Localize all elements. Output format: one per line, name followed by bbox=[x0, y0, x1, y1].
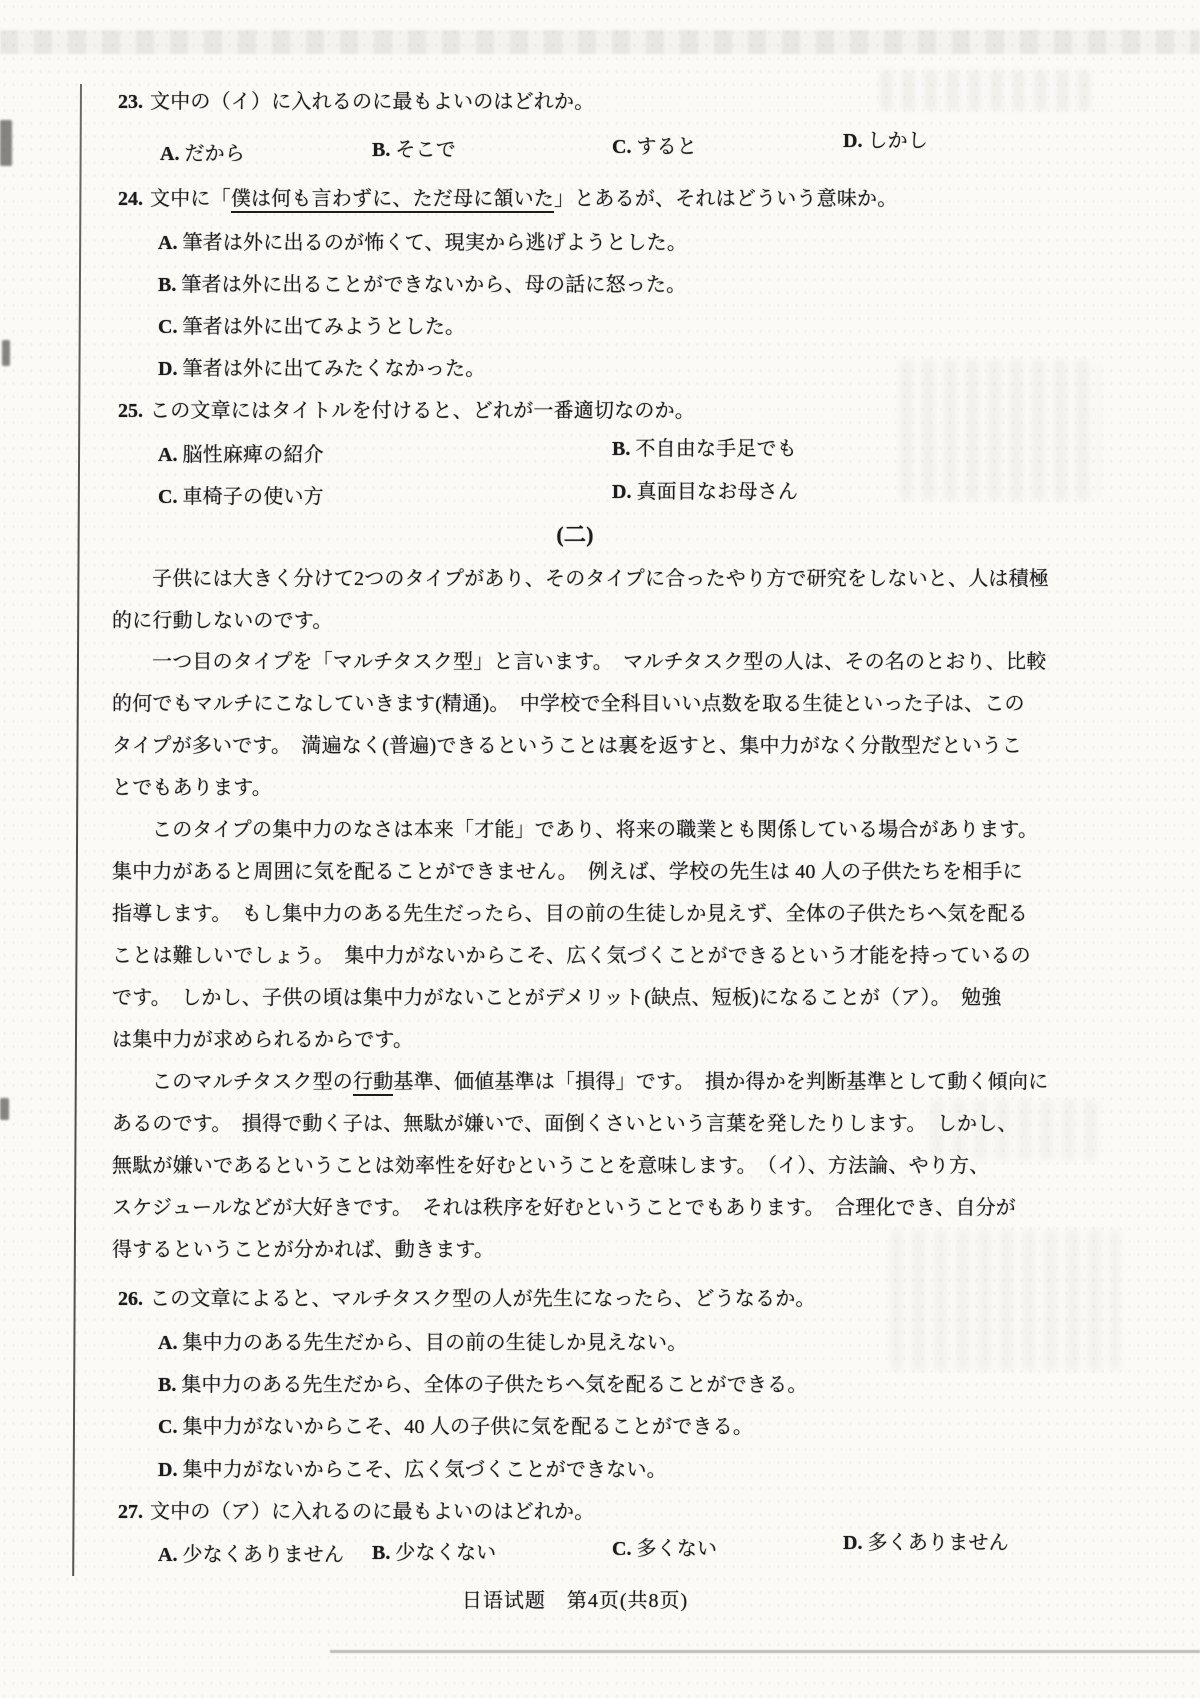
option-text: 少なくない bbox=[395, 1542, 497, 1564]
question-26-option-d bbox=[158, 1453, 667, 1482]
question-25-option-b bbox=[612, 432, 797, 461]
question-stem-text: この文章にはタイトルを付けると、どれが一番適切なのか。 bbox=[150, 400, 695, 422]
question-stem-text: この文章によると、マルチタスク型の人が先生になったら、どうなるか。 bbox=[150, 1288, 816, 1310]
question-24-option-a bbox=[158, 226, 687, 255]
passage-text: 基準、価値基準は「損得」です。 損か得かを判断基準として動く傾向に bbox=[393, 1071, 1049, 1093]
option-label: A. bbox=[158, 1332, 178, 1354]
option-text: 集中力のある先生だから、目の前の生徒しか見えない。 bbox=[182, 1332, 688, 1354]
option-text: すると bbox=[636, 136, 698, 158]
passage-line: 得するということが分かれば、動きます。 bbox=[112, 1239, 495, 1261]
option-label: B. bbox=[158, 1374, 177, 1396]
option-text: 筆者は外に出ることができないから、母の話に怒った。 bbox=[181, 274, 687, 296]
option-text: 真面目なお母さん bbox=[636, 481, 799, 503]
underlined-phrase: 僕は何も言わずに、ただ母に頷いた bbox=[231, 188, 554, 213]
option-label: A. bbox=[158, 1544, 178, 1566]
question-27-stem bbox=[118, 1495, 594, 1524]
option-label: B. bbox=[372, 1542, 391, 1564]
scan-artifact bbox=[880, 70, 1090, 110]
option-label: D. bbox=[612, 481, 632, 503]
option-label: B. bbox=[158, 274, 177, 296]
option-text: 少なくありません bbox=[182, 1544, 345, 1566]
passage-line: 的何でもマルチにこなしていきます(精通)。 中学校で全科目いい点数を取る生徒といった子は、この bbox=[112, 693, 1025, 715]
passage-line: 指導します。 もし集中力のある先生だったら、目の前の生徒しか見えず、全体の子供たちへ気を配る bbox=[112, 903, 1028, 925]
question-27-option-a bbox=[158, 1538, 344, 1567]
underlined-phrase: 行動 bbox=[353, 1071, 393, 1096]
option-label: D. bbox=[843, 130, 863, 152]
question-23-option-c bbox=[612, 130, 697, 159]
question-24-option-c bbox=[158, 310, 465, 339]
passage-line: とでもあります。 bbox=[112, 777, 272, 799]
passage-line: 集中力があると周囲に気を配ることができません。 例えば、学校の先生は 40 人の子供たちを相手に bbox=[112, 861, 1023, 883]
question-23-option-b bbox=[372, 133, 456, 162]
question-number: 27. bbox=[118, 1501, 143, 1523]
question-24-stem bbox=[118, 182, 897, 211]
option-label: C. bbox=[158, 486, 178, 508]
option-text: 集中力がないからこそ、広く気づくことができない。 bbox=[182, 1459, 667, 1481]
option-text: そこで bbox=[395, 139, 456, 161]
option-label: C. bbox=[612, 136, 632, 158]
passage-line: 無駄が嫌いであるということは効率性を好むということを意味します。 （イ）、方法論、やり方、 bbox=[112, 1155, 990, 1177]
option-text: 多くありません bbox=[867, 1532, 1009, 1554]
option-label: D. bbox=[158, 1459, 178, 1481]
option-text: 筆者は外に出るのが怖くて、現実から逃げようとした。 bbox=[182, 232, 688, 254]
question-number: 26. bbox=[118, 1288, 143, 1310]
option-label: D. bbox=[158, 358, 178, 380]
passage-line: は集中力が求められるからです。 bbox=[112, 1029, 414, 1051]
question-stem-text: 文中に「 bbox=[150, 188, 231, 210]
passage-line: あるのです。 損得で動く子は、無駄が嫌いで、面倒くさいという言葉を発したりします。 しかし、 bbox=[112, 1113, 1018, 1135]
option-text: しかし bbox=[867, 130, 929, 152]
passage-line bbox=[152, 1065, 1048, 1094]
question-23-option-a bbox=[160, 137, 245, 166]
option-text: だから bbox=[184, 143, 246, 165]
question-27-option-b bbox=[372, 1536, 496, 1565]
question-stem-text: 文中の（ア）に入れるのに最もよいのはどれか。 bbox=[150, 1501, 595, 1523]
question-25-option-a bbox=[158, 438, 324, 467]
option-text: 筆者は外に出てみようとした。 bbox=[182, 316, 466, 338]
scan-artifact bbox=[890, 1230, 1120, 1370]
question-25-stem bbox=[118, 394, 695, 423]
option-text: 車椅子の使い方 bbox=[182, 486, 324, 508]
question-26-option-a bbox=[158, 1326, 687, 1355]
scan-artifact bbox=[330, 1650, 1200, 1653]
question-26-option-b bbox=[158, 1368, 808, 1397]
option-label: B. bbox=[372, 139, 391, 161]
option-label: C. bbox=[158, 1416, 178, 1438]
option-label: D. bbox=[843, 1532, 863, 1554]
scan-artifact bbox=[0, 30, 1200, 54]
option-text: 筆者は外に出てみたくなかった。 bbox=[182, 358, 486, 380]
question-26-stem bbox=[118, 1282, 816, 1311]
passage-section-header: (二) bbox=[556, 522, 594, 547]
option-label: A. bbox=[160, 143, 180, 165]
passage-line: ことは難しいでしょう。 集中力がないからこそ、広く気づくことができるという才能を持っているの bbox=[112, 945, 1031, 967]
option-text: 脳性麻痺の紹介 bbox=[182, 444, 324, 466]
passage-line: タイプが多いです。 満遍なく(普遍)できるということは裏を返すと、集中力がなく分散型だというこ bbox=[112, 735, 1023, 757]
option-text: 多くない bbox=[636, 1538, 718, 1560]
question-24-option-d bbox=[158, 352, 485, 381]
scan-artifact bbox=[0, 120, 12, 166]
option-text: 集中力がないからこそ、40 人の子供に気を配ることができる。 bbox=[182, 1416, 754, 1438]
passage-line: です。 しかし、子供の頃は集中力がないことがデメリット(缺点、短板)になることが（ア）。 勉強 bbox=[112, 987, 1002, 1009]
passage-line: このタイプの集中力のなさは本来「才能」であり、将来の職業とも関係している場合があります。 bbox=[152, 819, 1039, 841]
option-label: A. bbox=[158, 444, 178, 466]
question-number: 25. bbox=[118, 400, 143, 422]
option-label: C. bbox=[158, 316, 178, 338]
passage-line: スケジュールなどが大好きです。 それは秩序を好むということでもあります。 合理化でき、自分が bbox=[112, 1197, 1016, 1219]
question-number: 24. bbox=[118, 188, 143, 210]
option-label: A. bbox=[158, 232, 178, 254]
scan-artifact bbox=[0, 1098, 9, 1120]
option-text: 不自由な手足でも bbox=[635, 438, 797, 460]
question-25-option-c bbox=[158, 480, 324, 509]
question-23-stem bbox=[118, 85, 594, 114]
question-stem-text: 」とあるが、それはどういう意味か。 bbox=[554, 188, 898, 210]
passage-line: 一つ目のタイプを「マルチタスク型」と言います。 マルチタスク型の人は、その名のとおり、比較 bbox=[152, 651, 1047, 673]
question-24-option-b bbox=[158, 268, 686, 297]
passage-line: 子供には大きく分けて2つのタイプがあり、そのタイプに合ったやり方で研究をしないと、人は積極 bbox=[152, 568, 1049, 590]
question-25-option-d bbox=[612, 475, 798, 504]
question-27-option-d bbox=[843, 1526, 1009, 1555]
question-stem-text: 文中の（イ）に入れるのに最もよいのはどれか。 bbox=[150, 91, 595, 113]
passage-text: このマルチタスク型の bbox=[152, 1071, 353, 1093]
scan-artifact bbox=[2, 340, 10, 366]
scan-margin-line bbox=[72, 84, 82, 1576]
question-number: 23. bbox=[118, 91, 143, 113]
question-27-option-c bbox=[612, 1532, 717, 1561]
question-26-option-c bbox=[158, 1410, 753, 1439]
scan-artifact bbox=[900, 360, 1100, 500]
question-23-option-d bbox=[843, 124, 928, 153]
option-text: 集中力のある先生だから、全体の子供たちへ気を配ることができる。 bbox=[181, 1374, 808, 1396]
option-label: B. bbox=[612, 438, 631, 460]
page-footer: 日语试题 第4页(共8页) bbox=[461, 1590, 689, 1612]
option-label: C. bbox=[612, 1538, 632, 1560]
passage-line: 的に行動しないのです。 bbox=[112, 610, 333, 632]
